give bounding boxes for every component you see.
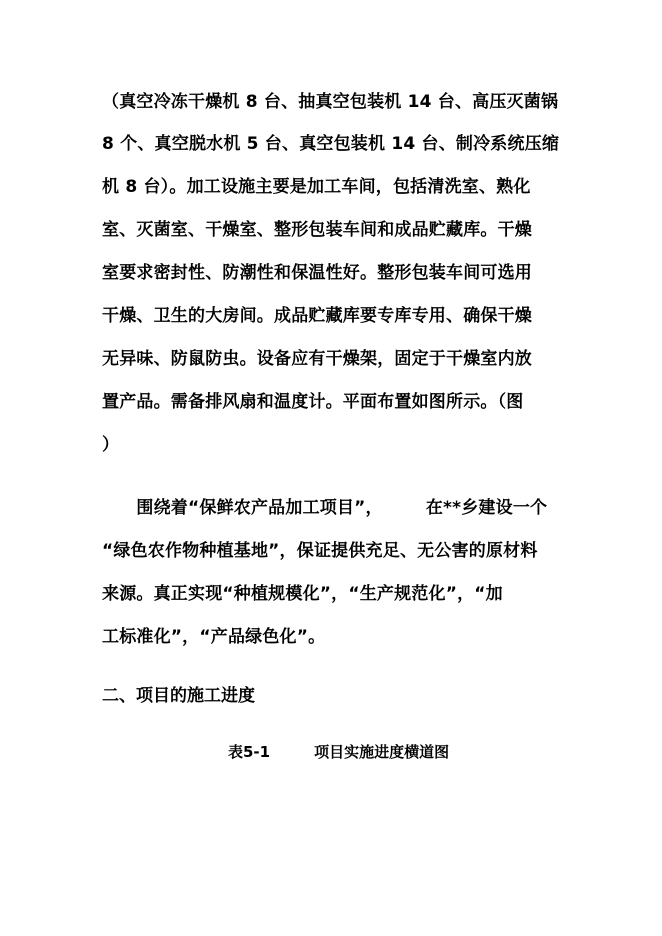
paragraph-1-line-1: （真空冷冻干燥机 8 台、抽真空包装机 14 台、高压灭菌锅 xyxy=(102,92,559,112)
section-heading: 二、项目的施工进度 xyxy=(102,686,255,706)
paragraph-1-line-6: 干燥、卫生的大房间。成品贮藏库要专库专用、确保干燥 xyxy=(102,306,532,326)
paragraph-2-line-1: 围绕着“保鲜农产品加工项目”， 在**乡建设一个 xyxy=(102,498,548,518)
paragraph-2-line-4: 工标准化”，“产品绿色化”。 xyxy=(102,627,326,647)
paragraph-1-line-2: 8 个、真空脱水机 5 台、真空包装机 14 台、制冷系统压缩 xyxy=(102,134,560,154)
paragraph-2-line-2: “绿色农作物种植基地”，保证提供充足、无公害的原材料 xyxy=(102,541,538,561)
table-caption xyxy=(228,741,449,763)
table-caption-id: 表5-1 xyxy=(228,743,271,761)
paragraph-1-line-4: 室、灭菌室、干燥室、整形包装车间和成品贮藏库。干燥 xyxy=(102,220,532,240)
paragraph-1-line-3: 机 8 台）。加工设施主要是加工车间，包括清洗室、熟化 xyxy=(102,177,531,197)
paragraph-1-line-5: 室要求密封性、防潮性和保温性好。整形包装车间可选用 xyxy=(102,263,532,283)
paragraph-1-line-8: 置产品。需备排风扇和温度计。平面布置如图所示。（图 xyxy=(102,392,524,412)
table-caption-title: 项目实施进度横道图 xyxy=(314,743,450,761)
paragraph-2-line-3: 来源。真正实现“种植规模化”，“生产规范化”，“加 xyxy=(102,584,503,604)
paragraph-1-line-9: ） xyxy=(102,435,120,455)
paragraph-1-line-7: 无异味、防鼠防虫。设备应有干燥架，固定于干燥室内放 xyxy=(102,349,532,369)
